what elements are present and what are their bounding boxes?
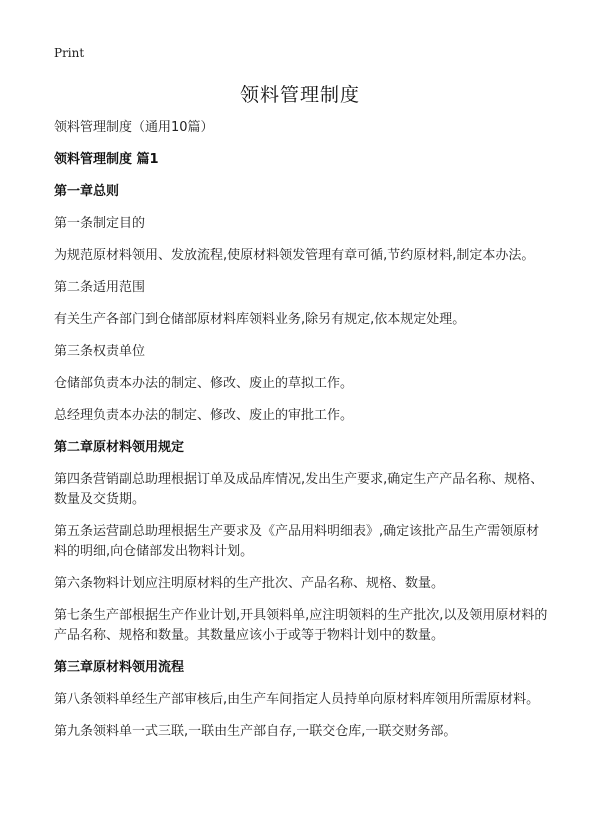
paragraph: 总经理负责本办法的制定、修改、废止的审批工作。: [54, 408, 354, 423]
paragraph: 第一条制定目的: [54, 216, 146, 231]
paragraph: 第七条生产部根据生产作业计划,开具领料单,应注明领料的生产批次,以及领用原材料的产品名称、规格和数量。其数量应该小于或等于物料计划中的数量。: [54, 608, 548, 643]
paragraph: 第二条适用范围: [54, 280, 146, 295]
content-blocks: [54, 182, 550, 742]
section-title: 领料管理制度 篇1: [54, 152, 159, 167]
chapter-heading: 第一章总则: [54, 184, 120, 199]
paragraph: 仓储部负责本办法的制定、修改、废止的草拟工作。: [54, 376, 354, 391]
paragraph: 第五条运营副总助理根据生产要求及《产品用料明细表》,确定该批产品生产需领原材料的明细,向仓储部发出物料计划。: [54, 524, 540, 559]
paragraph: 第三条权责单位: [54, 344, 146, 359]
paragraph: 第六条物料计划应注明原材料的生产批次、产品名称、规格、数量。: [54, 576, 445, 591]
paragraph: 第九条领料单一式三联,一联由生产部自存,一联交仓库,一联交财务部。: [54, 724, 457, 739]
paragraph: 有关生产各部门到仓储部原材料库领料业务,除另有规定,依本规定处理。: [54, 312, 466, 327]
paragraph: 第八条领料单经生产部审核后,由生产车间指定人员持单向原材料库领用所需原材料。: [54, 692, 540, 707]
print-link[interactable]: Print: [54, 46, 85, 60]
document-title: 领料管理制度: [239, 84, 360, 106]
document-subtitle: 领料管理制度（通用10篇）: [54, 120, 214, 135]
document-body: [54, 118, 550, 754]
chapter-heading: 第三章原材料领用流程: [54, 660, 185, 675]
paragraph: 第四条营销副总助理根据订单及成品库情况,发出生产要求,确定生产产品名称、规格、数量及交货期。: [54, 472, 544, 507]
chapter-heading: 第二章原材料领用规定: [54, 440, 185, 455]
paragraph: 为规范原材料领用、发放流程,使原材料领发管理有章可循,节约原材料,制定本办法。: [54, 248, 535, 263]
